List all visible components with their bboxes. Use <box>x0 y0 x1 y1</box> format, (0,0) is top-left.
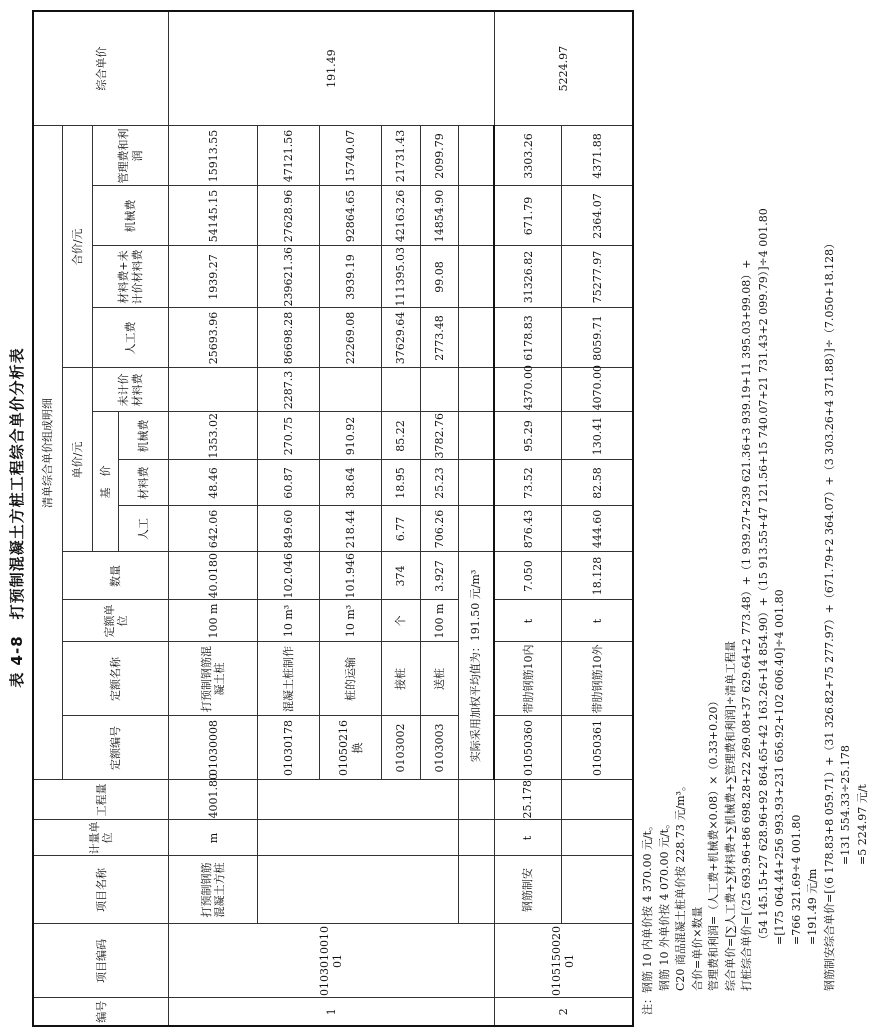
cell-machine: 270.75 <box>258 412 320 460</box>
blank-cell <box>562 856 633 924</box>
cell-machine-fee: 2364.07 <box>562 186 633 246</box>
cell-quota-unit: 10 m³ <box>320 600 382 642</box>
note-line: 综合单价=[∑人工费+∑材料费+∑机械费+∑管理费和利润]÷清单工程量 <box>723 640 737 991</box>
item2-name: 钢筋制安 <box>494 856 562 924</box>
cell-material: 38.64 <box>320 460 382 506</box>
table-row <box>169 11 258 1026</box>
blank-cell <box>459 412 494 460</box>
blank-cell <box>562 780 633 820</box>
cell-quota-code: 0103003 <box>420 716 458 780</box>
item1-no: 1 <box>169 998 494 1026</box>
header-quota-name: 定额名称 <box>63 642 169 716</box>
item1-unit: m <box>169 820 258 856</box>
note-line: （54 145.15+27 628.96+92 864.65+42 163.26+14 854.90）+（15 913.55+47 121.56+15 740.07+21 731.43+2 099.79）]÷4 001.80 <box>756 208 770 945</box>
cell-quota-name: 带肋钢筋10内 <box>494 642 562 716</box>
cell-unpriced <box>420 368 458 412</box>
cell-labor: 444.60 <box>562 506 633 552</box>
blank-cell <box>459 126 494 186</box>
cell-quota-unit: t <box>494 600 562 642</box>
cell-quota-name: 带肋钢筋10外 <box>562 642 633 716</box>
cell-labor: 706.26 <box>420 506 458 552</box>
cell-mgmt: 21731.43 <box>382 126 420 186</box>
cell-amount: 40.0180 <box>169 552 258 600</box>
cell-material-fee: 111395.03 <box>382 246 420 308</box>
cell-quota-unit: t <box>562 600 633 642</box>
cell-mgmt: 3303.26 <box>494 126 562 186</box>
header-name: 项目名称 <box>33 856 169 924</box>
header-clause-group: 清单综合单价组成明细 <box>33 126 63 780</box>
cell-machine-fee: 14854.90 <box>420 186 458 246</box>
header-unit-price: 单价/元 <box>63 368 93 552</box>
header-material-fee: 材料费+未计价材料费 <box>92 246 169 308</box>
note-line: 打桩综合单价=[（25 693.96+86 698.28+22 269.08+37 629.64+2 773.48）+（1 939.27+239 621.36+3 939.19+11 395.03+99.08）+ <box>740 259 753 991</box>
item2-no: 2 <box>494 998 633 1026</box>
cell-amount: 7.050 <box>494 552 562 600</box>
blank-cell <box>459 820 494 856</box>
cell-machine: 95.29 <box>494 412 562 460</box>
cell-material-fee: 99.08 <box>420 246 458 308</box>
cell-amount: 101.946 <box>320 552 382 600</box>
cell-quota-name: 桩的运输 <box>320 642 382 716</box>
header-amount: 数量 <box>63 552 169 600</box>
cell-labor-fee: 2773.48 <box>420 308 458 368</box>
table-row <box>494 11 562 1026</box>
cell-labor-fee: 6178.83 <box>494 308 562 368</box>
note-line: =[175 064.44+256 993.93+231 656.92+102 606.40]÷4 001.80 <box>773 589 786 945</box>
cell-material-fee: 1939.27 <box>169 246 258 308</box>
cell-machine-fee: 671.79 <box>494 186 562 246</box>
cell-material-fee: 3939.19 <box>320 246 382 308</box>
cell-quota-name: 送桩 <box>420 642 458 716</box>
header-quota-unit: 定额单位 <box>63 600 169 642</box>
price-analysis-table <box>32 10 634 1027</box>
item2-code: 010515002001 <box>494 924 633 998</box>
cell-amount: 102.046 <box>258 552 320 600</box>
cell-quota-unit: 100 m <box>420 600 458 642</box>
cell-labor-fee: 86698.28 <box>258 308 320 368</box>
cell-material: 25.23 <box>420 460 458 506</box>
header-total-price: 合价/元 <box>63 126 93 368</box>
cell-machine-fee: 54145.15 <box>169 186 258 246</box>
weighted-average-note: 实际采用加权平均值为：191.50 元/m³ <box>459 552 494 780</box>
cell-unpriced: 4070.00 <box>562 368 633 412</box>
cell-machine-fee: 92864.65 <box>320 186 382 246</box>
note-line: 钢筋 10 外单价按 4 070.00 元/t。 <box>657 817 671 991</box>
cell-material-fee: 75277.97 <box>562 246 633 308</box>
cell-material: 82.58 <box>562 460 633 506</box>
note-line: C20 商品混凝土桩单价按 228.73 元/m³。 <box>674 780 687 991</box>
cell-mgmt: 15740.07 <box>320 126 382 186</box>
note-line: =5 224.97 元/t <box>855 784 869 865</box>
notes-block <box>640 15 871 1015</box>
cell-labor-fee: 22269.08 <box>320 308 382 368</box>
blank-cell <box>459 460 494 506</box>
cell-unpriced <box>320 368 382 412</box>
cell-labor-fee: 37629.64 <box>382 308 420 368</box>
blank-cell <box>459 506 494 552</box>
cell-material: 73.52 <box>494 460 562 506</box>
cell-quota-code: 01050360 <box>494 716 562 780</box>
note-line: 管理费和利润=（人工费+机械费×0.08）×（0.33+0.20） <box>707 695 720 991</box>
item1-name: 打预制钢筋混凝土方桩 <box>169 856 258 924</box>
note-line: =191.49 元/m <box>806 868 819 945</box>
note-line: 合价=单价×数量 <box>690 906 704 991</box>
item1-code: 010301001001 <box>169 924 494 998</box>
blank-cell <box>459 368 494 412</box>
note-line: =131 554.33÷25.178 <box>839 745 852 865</box>
header-base-price: 基 价 <box>92 412 119 552</box>
cell-quota-name: 接桩 <box>382 642 420 716</box>
header-unit: 计量单位 <box>33 820 169 856</box>
cell-material-fee: 31326.82 <box>494 246 562 308</box>
header-mgmt: 管理费和利润 <box>92 126 169 186</box>
cell-mgmt: 47121.56 <box>258 126 320 186</box>
cell-unpriced: 2287.3 <box>258 368 320 412</box>
cell-material-fee: 239621.36 <box>258 246 320 308</box>
cell-quota-unit: 10 m³ <box>258 600 320 642</box>
cell-mgmt: 2099.79 <box>420 126 458 186</box>
cell-machine-fee: 42163.26 <box>382 186 420 246</box>
cell-material: 60.87 <box>258 460 320 506</box>
table-title: 表 4-8 打预制混凝土方桩工程综合单价分析表 <box>8 347 26 688</box>
cell-machine: 130.41 <box>562 412 633 460</box>
blank-cell <box>459 856 494 924</box>
cell-amount: 374 <box>382 552 420 600</box>
blank-cell <box>459 246 494 308</box>
header-labor-fee: 人工费 <box>92 308 169 368</box>
cell-quota-code: 01030008 <box>169 716 258 780</box>
cell-quota-code: 01050216换 <box>320 716 382 780</box>
header-machine: 机械费 <box>119 412 169 460</box>
blank-cell <box>258 780 459 820</box>
cell-labor: 642.06 <box>169 506 258 552</box>
header-no: 编号 <box>33 998 169 1026</box>
cell-material: 48.46 <box>169 460 258 506</box>
header-machine-fee: 机械费 <box>92 186 169 246</box>
cell-labor: 849.60 <box>258 506 320 552</box>
blank-cell <box>459 780 494 820</box>
item2-composite: 5224.97 <box>494 11 633 126</box>
table-row <box>459 11 494 1026</box>
cell-quota-code: 0103002 <box>382 716 420 780</box>
header-quota-code: 定额编号 <box>63 716 169 780</box>
header-composite: 综合单价 <box>33 11 169 126</box>
blank-cell <box>258 856 459 924</box>
cell-mgmt: 15913.55 <box>169 126 258 186</box>
item2-unit: t <box>494 820 562 856</box>
cell-unpriced <box>382 368 420 412</box>
header-code: 项目编码 <box>33 924 169 998</box>
item1-composite: 191.49 <box>169 11 494 126</box>
header-labor: 人工 <box>119 506 169 552</box>
table-row <box>258 11 320 1026</box>
cell-amount: 18.128 <box>562 552 633 600</box>
cell-quota-unit: 100 m <box>169 600 258 642</box>
cell-labor-fee: 8059.71 <box>562 308 633 368</box>
item2-qty: 25.178 <box>494 780 562 820</box>
cell-mgmt: 4371.88 <box>562 126 633 186</box>
cell-labor-fee: 25693.96 <box>169 308 258 368</box>
cell-quota-name: 打预制钢筋混凝土桩 <box>169 642 258 716</box>
cell-machine: 1353.02 <box>169 412 258 460</box>
cell-labor: 876.43 <box>494 506 562 552</box>
note-line: 注：钢筋 10 内单价按 4 370.00 元/t。 <box>641 819 654 1015</box>
note-line: 钢筋制安综合单价=[（6 178.83+8 059.71）+（31 326.82+75 277.97）+（671.79+2 364.07）+（3 303.26+4 371.88）]÷（7.050+18.128） <box>822 237 836 991</box>
cell-quota-code: 01030178 <box>258 716 320 780</box>
cell-machine: 3782.76 <box>420 412 458 460</box>
cell-material: 18.95 <box>382 460 420 506</box>
cell-unpriced <box>169 368 258 412</box>
blank-cell <box>459 186 494 246</box>
cell-labor: 6.77 <box>382 506 420 552</box>
cell-machine: 85.22 <box>382 412 420 460</box>
blank-cell <box>459 308 494 368</box>
table-row <box>562 11 633 1026</box>
item1-qty: 4001.80 <box>169 780 258 820</box>
header-material: 材料费 <box>119 460 169 506</box>
cell-quota-code: 01050361 <box>562 716 633 780</box>
blank-cell <box>562 820 633 856</box>
cell-quota-unit: 个 <box>382 600 420 642</box>
cell-unpriced: 4370.00 <box>494 368 562 412</box>
note-line: =766 321.69÷4 001.80 <box>789 814 803 945</box>
cell-machine: 910.92 <box>320 412 382 460</box>
blank-cell <box>258 820 459 856</box>
cell-labor: 218.44 <box>320 506 382 552</box>
cell-amount: 3.927 <box>420 552 458 600</box>
cell-quota-name: 混凝土桩制作 <box>258 642 320 716</box>
cell-machine-fee: 27628.96 <box>258 186 320 246</box>
header-qty: 工程量 <box>33 780 169 820</box>
header-unpriced: 未计价材料费 <box>92 368 169 412</box>
